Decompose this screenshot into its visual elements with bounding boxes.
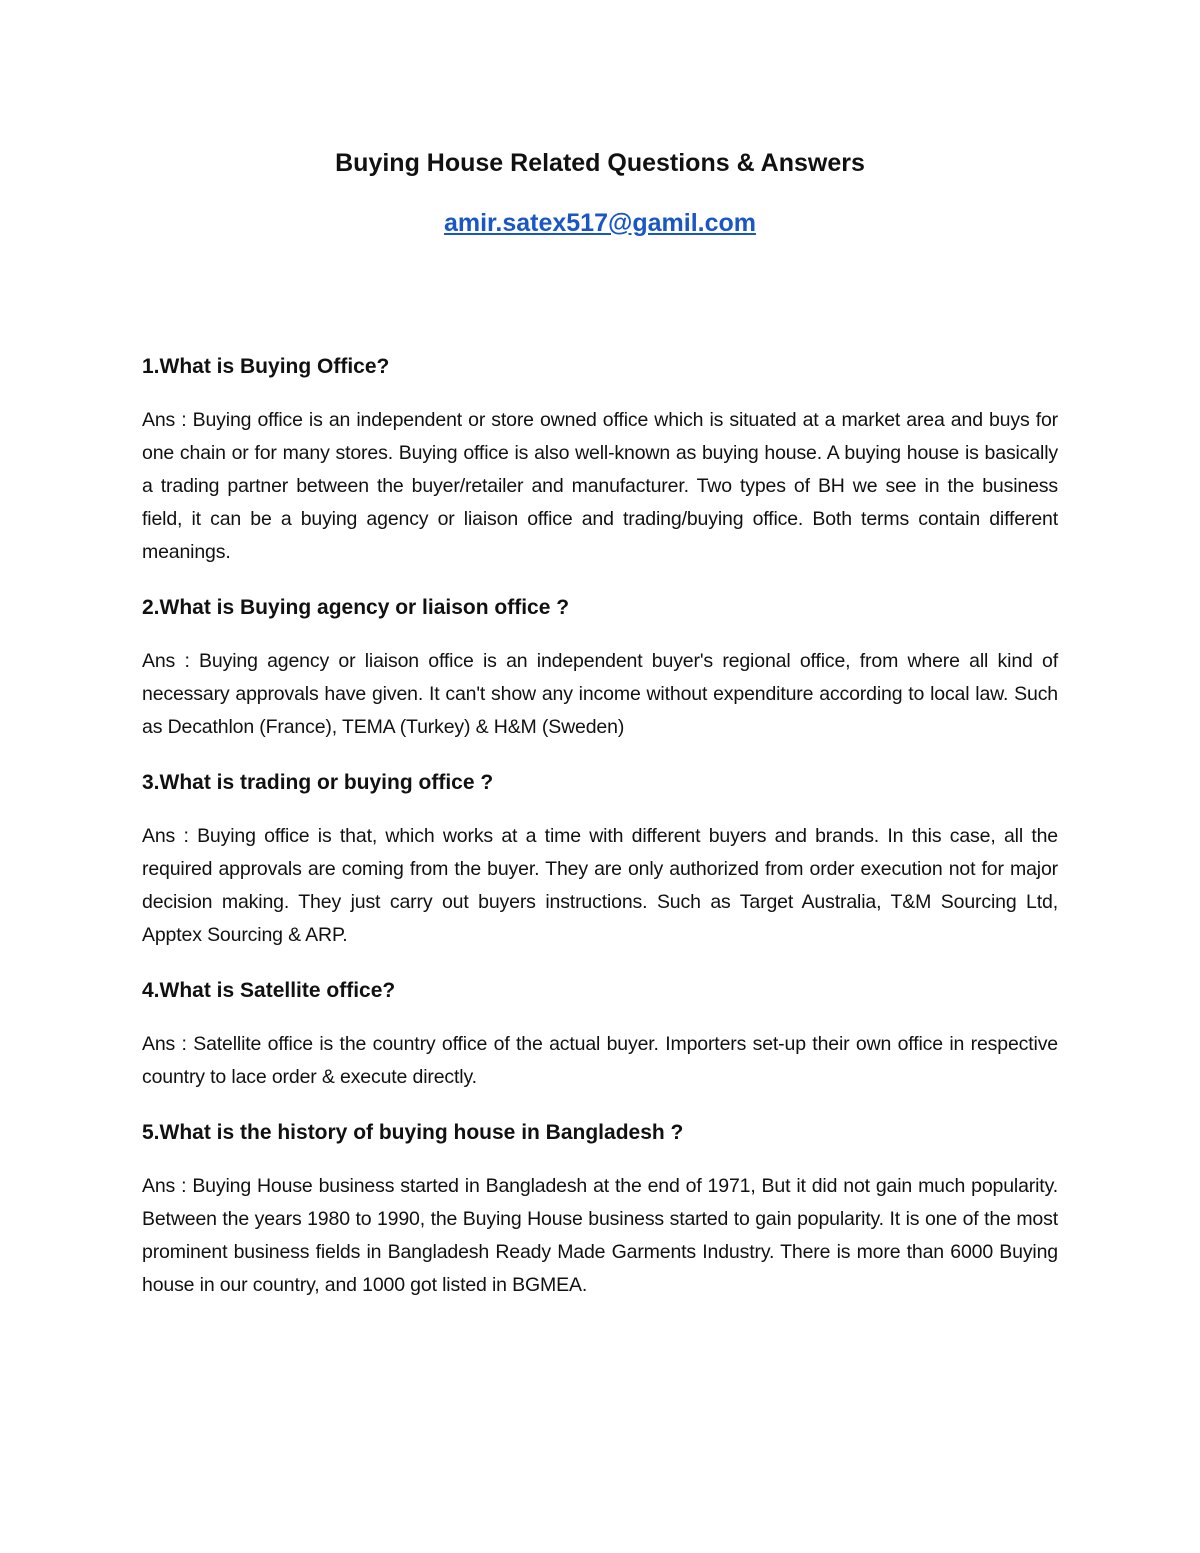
email-line — [142, 206, 1058, 244]
question-2: 2.What is Buying agency or liaison office ? — [142, 596, 570, 619]
qa-list — [142, 352, 1058, 1302]
qa-item-3 — [142, 768, 1058, 952]
question-5: 5.What is the history of buying house in Bangladesh ? — [142, 1121, 684, 1144]
document-title: Buying House Related Questions & Answers — [335, 149, 865, 177]
answer-3: Ans : Buying office is that, which works at a time with different buyers and brands. In this case, all the required approvals are coming from the buyer. They are only authorized from order execution not for major decision making. They just carry out buyers instructions. Such as Target Australia, T&M Sourcing Ltd, Apptex Sourcing & ARP. — [142, 825, 1058, 946]
question-4: 4.What is Satellite office? — [142, 979, 396, 1002]
answer-4: Ans : Satellite office is the country office of the actual buyer. Importers set-up their own office in respective country to lace order & execute directly. — [142, 1033, 1058, 1088]
qa-item-5 — [142, 1118, 1058, 1302]
qa-item-1 — [142, 352, 1058, 569]
answer-2: Ans : Buying agency or liaison office is an independent buyer's regional office, from where all kind of necessary approvals have given. It can't show any income without expenditure according to local law. Such as Decathlon (France), TEMA (Turkey) & H&M (Sweden) — [142, 650, 1058, 738]
qa-item-4 — [142, 976, 1058, 1094]
question-3: 3.What is trading or buying office ? — [142, 771, 494, 794]
question-1: 1.What is Buying Office? — [142, 355, 390, 378]
email-link[interactable]: amir.satex517@gamil.com — [443, 209, 757, 237]
answer-5: Ans : Buying House business started in Bangladesh at the end of 1971, But it did not gain much popularity. Between the years 1980 to 1990, the Buying House business started to gain popularity. It is one of the most prominent business fields in Bangladesh Ready Made Garments Industry. There is more than 6000 Buying house in our country, and 1000 got listed in BGMEA. — [142, 1175, 1058, 1296]
qa-item-2 — [142, 593, 1058, 744]
answer-1: Ans : Buying office is an independent or store owned office which is situated at a market area and buys for one chain or for many stores. Buying office is also well-known as buying house. A buying house is basically a trading partner between the buyer/retailer and manufacturer. Two types of BH we see in the business field, it can be a buying agency or liaison office and trading/buying office. Both terms contain different meanings. — [142, 409, 1058, 563]
